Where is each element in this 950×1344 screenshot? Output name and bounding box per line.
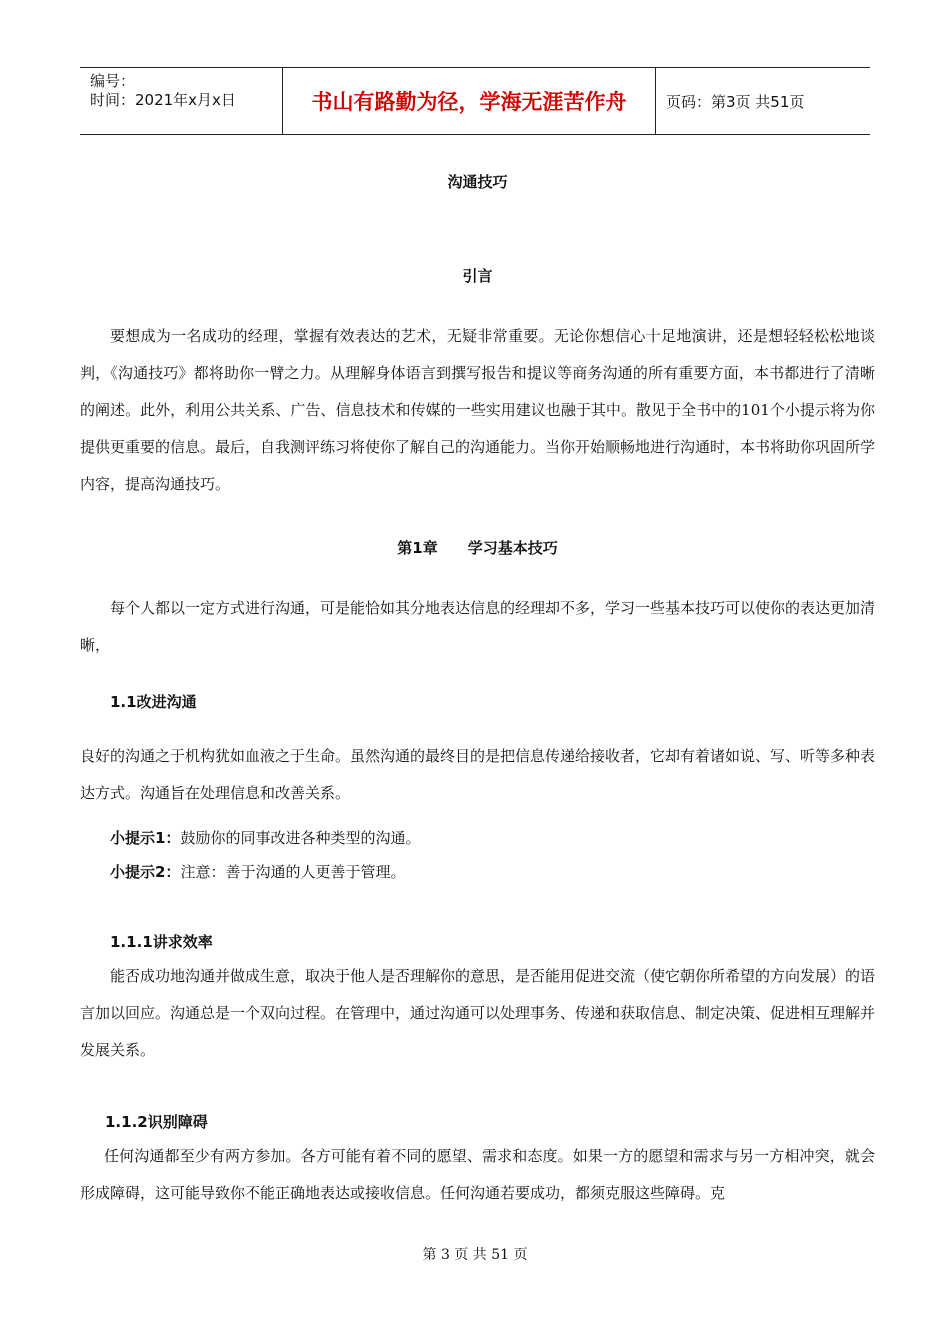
tip-2-label: 小提示2： <box>110 863 181 881</box>
section-1-1-1-heading: 1.1.1讲求效率 <box>110 933 213 951</box>
intro-paragraph: 要想成为一名成功的经理，掌握有效表达的艺术，无疑非常重要。无论你想信心十足地演讲，还是想轻轻松松地谈判，《沟通技巧》都将助你一臂之力。从理解身体语言到撰写报告和提议等商务沟通的所有重要方面，本书都进行了清晰的阐述。此外，利用公共关系、广告、信息技术和传媒的一些实用建议也融于其中。散见于全书中的101个小提示将为你提供更重要的信息。最后，自我测评练习将使你了解自己的沟通能力。当你开始顺畅地进行沟通时，本书将助你巩固所学内容，提高沟通技巧。 <box>80 327 876 493</box>
section-1-1-2-heading: 1.1.2识别障碍 <box>105 1113 208 1131</box>
time-label: 时间：2021年x月x日 <box>90 91 236 109</box>
header-meta <box>80 68 282 134</box>
header-motto: 书山有路勤为径，学海无涯苦作舟 <box>282 68 656 134</box>
section-1-1-1-paragraph: 能否成功地沟通并做成生意，取决于他人是否理解你的意思，是否能用促进交流（使它朝你所希望的方向发展）的语言加以回应。沟通总是一个双向过程。在管理中，通过沟通可以处理事务、传递和获取信息、制定决策、促进相互理解并发展关系。 <box>80 967 876 1059</box>
page-header <box>80 67 870 135</box>
tip-1-label: 小提示1： <box>110 829 181 847</box>
tip-1 <box>110 820 870 857</box>
tip-2 <box>110 854 870 891</box>
intro-heading: 引言 <box>462 267 493 285</box>
tip-1-text: 鼓励你的同事改进各种类型的沟通。 <box>180 829 421 847</box>
header-page-info: 页码：第3页 共51页 <box>666 92 805 111</box>
section-1-1-paragraph: 良好的沟通之于机构犹如血液之于生命。虽然沟通的最终目的是把信息传递给接收者，它却有着诸如说、写、听等多种表达方式。沟通旨在处理信息和改善关系。 <box>80 747 876 802</box>
chapter-heading: 第1章 学习基本技巧 <box>397 539 558 557</box>
section-1-1-2-paragraph: 任何沟通都至少有两方参加。各方可能有着不同的愿望、需求和态度。如果一方的愿望和需求与另一方相冲突，就会形成障碍，这可能导致你不能正确地表达或接收信息。任何沟通若要成功，都须克服这些障碍。克 <box>80 1147 875 1202</box>
doc-title: 沟通技巧 <box>447 173 508 191</box>
page-footer: 第 3 页 共 51 页 <box>422 1247 528 1263</box>
chapter-intro-paragraph: 每个人都以一定方式进行沟通，可是能恰如其分地表达信息的经理却不多，学习一些基本技巧可以使你的表达更加清晰， <box>80 599 876 654</box>
section-1-1-heading: 1.1改进沟通 <box>110 693 197 711</box>
number-label: 编号： <box>90 72 136 90</box>
tip-2-text: 注意：善于沟通的人更善于管理。 <box>180 863 406 881</box>
